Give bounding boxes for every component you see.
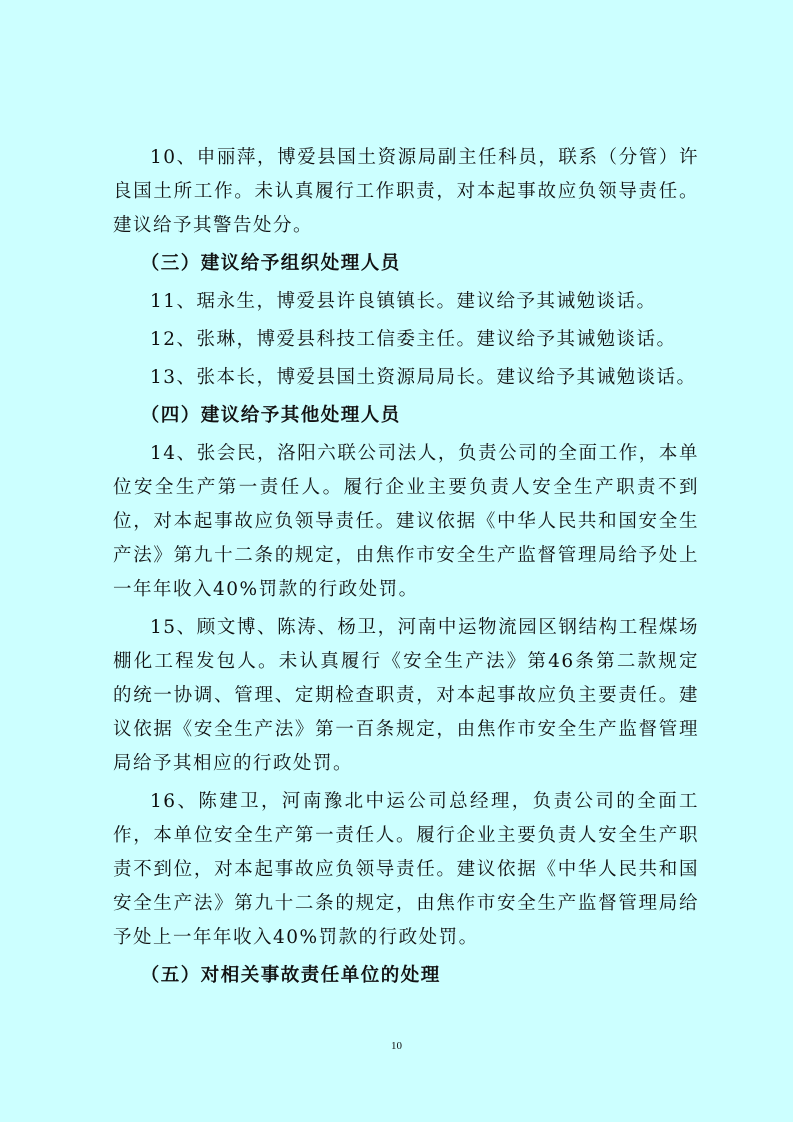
paragraph-item-10: 10、申丽萍，博爱县国土资源局副主任科员，联系（分管）许良国土所工作。未认真履行工作职责，对本起事故应负领导责任。建议给予其警告处分。	[113, 147, 699, 236]
paragraph-item-16: 16、陈建卫，河南豫北中运公司总经理，负责公司的全面工作，本单位安全生产第一责任人。履行企业主要负责人安全生产职责不到位，对本起事故应负领导责任。建议依据《中华人民共和国安全生产法》第九十二条的规定，由焦作市安全生产监督管理局给予处上一年年收入40%罚款的行政处罚。	[113, 791, 699, 948]
paragraph-item-13: 13、张本长，博爱县国土资源局局长。建议给予其诫勉谈话。	[150, 367, 697, 388]
paragraph-item-12: 12、张琳，博爱县科技工信委主任。建议给予其诫勉谈话。	[150, 329, 677, 350]
paragraph-item-14: 14、张会民，洛阳六联公司法人，负责公司的全面工作，本单位安全生产第一责任人。履行企业主要负责人安全生产职责不到位，对本起事故应负领导责任。建议依据《中华人民共和国安全生产法》第九十二条的规定，由焦作市安全生产监督管理局给予处上一年年收入40%罚款的行政处罚。	[113, 443, 699, 600]
document-body	[113, 141, 699, 997]
section-heading-4: （四）建议给予其他处理人员	[140, 405, 401, 426]
section-heading-5: （五）对相关事故责任单位的处理	[140, 965, 441, 986]
section-heading-3: （三）建议给予组织处理人员	[140, 253, 401, 274]
page-number: 10	[391, 1040, 402, 1052]
paragraph-item-15: 15、顾文博、陈涛、杨卫，河南中运物流园区钢结构工程煤场棚化工程发包人。未认真履行《安全生产法》第46条第二款规定的统一协调、管理、定期检查职责，对本起事故应负主要责任。建议依据《安全生产法》第一百条规定，由焦作市安全生产监督管理局给予其相应的行政处罚。	[113, 617, 699, 774]
paragraph-item-11: 11、琚永生，博爱县许良镇镇长。建议给予其诫勉谈话。	[150, 291, 657, 312]
